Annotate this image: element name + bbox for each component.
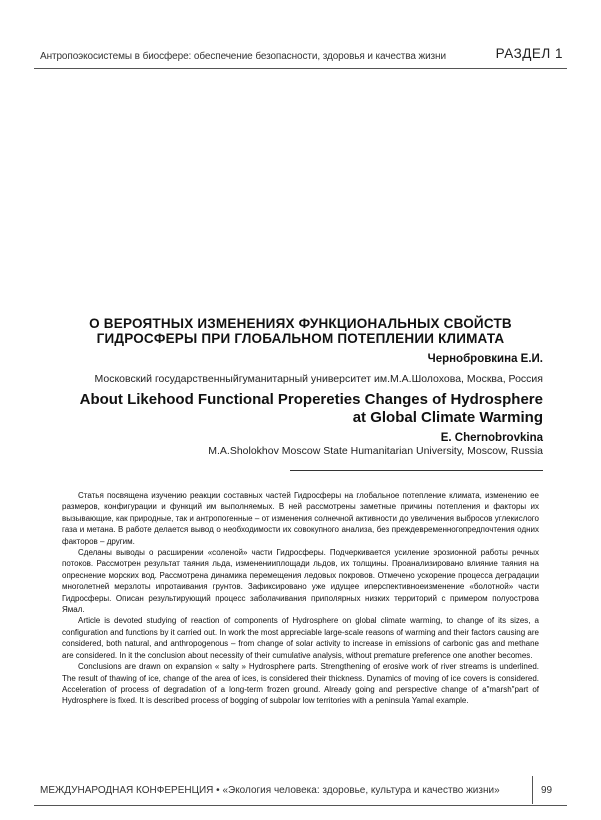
running-header	[34, 44, 567, 69]
affiliation-en: M.A.Sholokhov Moscow State Humanitarian University, Moscow, Russia	[208, 445, 543, 457]
abstract-ru-paragraph-1: Статья посвящена изучению реакции составных частей Гидросферы на глобальное потепление климата, изменению ее размеров, конфигурации и функций им выполняемых. В ней рассмотрены заметные причины потепления и факторы их вызывающие, как природные, так и антропогенные – от изменения солнечной активности до увеличения выбросов углекислого газа и метана. В работе делается вывод о необходимости их совокупного анализа, без преждевременногопредпочтения одних факторов – другим.	[62, 491, 539, 546]
section-label: РАЗДЕЛ 1	[495, 46, 563, 61]
author-en: E. Chernobrovkina	[440, 432, 543, 444]
abstract-ru-paragraph-2: Сделаны выводы о расширении «соленой» части Гидросферы. Подчеркивается усиление эрозионной работы речных потоков. Рассмотрен результат таяния льда, измененииплощади льдов, их толщины. Проанализировано влияние таяния на опреснение морских вод. Рассмотрена динамика перемещения ледовых покровов. Отмечено ускорение процесса деградации многолетней мерзлоты ипротаивания грунтов. Зафиксировано уже идущее иперспективноеизменение «болотной» части Гидросферы. Описан результирующий процесс заболачивания приполярных низких территорий с примером полуострова Ямал.	[62, 548, 539, 615]
title-en-line-1: About Likehood Functional Propereties Changes of Hydrosphere	[79, 391, 543, 408]
affiliation-ru: Московский государственныйгуманитарный университет им.М.А.Шолохова, Москва, Россия	[94, 373, 543, 385]
running-title: Антропоэкосистемы в биосфере: обеспечение безопасности, здоровья и качества жизни	[40, 51, 446, 62]
article-title-en	[73, 391, 543, 427]
abstract-en-paragraph-1: Article is devoted studying of reaction of components of Hydrosphere on global climate warming, to change of its sizes, a configuration and functions by it carried out. In work the most appreciable large-scale reasons of warming and their factors causing are considered, both natural, and anthropogenous – from change of solar activity to increase in emissions of carbonic gas and methane are considered. In it the conclusion about necessity of their cumulative analysis, without premature preference one another becomes.	[62, 616, 539, 660]
author-ru: Чернобровкина Е.И.	[427, 353, 543, 365]
page-number: 99	[541, 785, 553, 796]
abstract	[62, 490, 539, 707]
footer-divider	[532, 776, 533, 804]
abstract-en-paragraph-2: Conclusions are drawn on expansion « salty » Hydrosphere parts. Strengthening of erosive work of river streams is underlined. The result of thawing of ice, change of the area of ices, is considered their thickness. Dynamics of moving of ice covers is considered. Acceleration of process of degradation of a long-term frozen ground. Already going and perspective change of a"marsh"part of Hydrosphere is fixed. It is described process of bogging of subpolar low territories with a peninsula Yamal example.	[62, 662, 539, 706]
article-title-ru	[62, 316, 539, 346]
conference-footer: МЕЖДУНАРОДНАЯ КОНФЕРЕНЦИЯ • «Экология человека: здоровье, культура и качество жизни»	[40, 785, 500, 796]
title-en-line-2: at Global Climate Warming	[352, 409, 543, 426]
title-ru-line-2: ГИДРОСФЕРЫ ПРИ ГЛОБАЛЬНОМ ПОТЕПЛЕНИИ КЛИМАТА	[96, 331, 505, 346]
title-ru-line-1: О ВЕРОЯТНЫХ ИЗМЕНЕНИЯХ ФУНКЦИОНАЛЬНЫХ СВОЙСТВ	[89, 316, 512, 331]
title-divider	[290, 470, 543, 471]
footer-rule	[34, 805, 567, 806]
